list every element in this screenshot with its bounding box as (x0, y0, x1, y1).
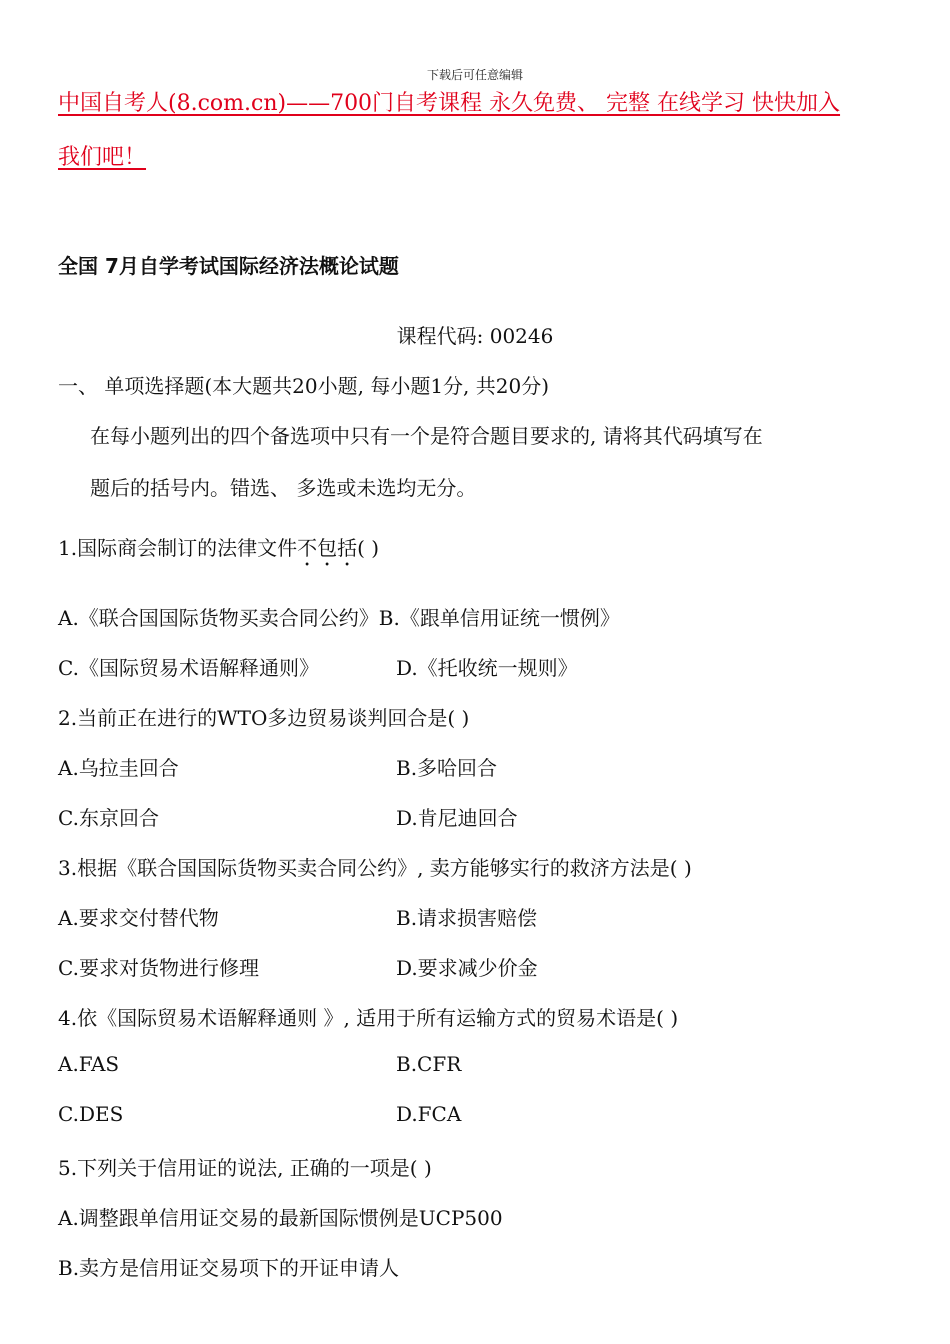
question-4-option-a: A.FAS (58, 1052, 120, 1076)
question-1-stem (58, 532, 379, 571)
header-note: 下载后可任意编辑 (426, 68, 523, 82)
question-1-option-a-b: A.《联合国国际货物买卖合同公约》B.《跟单信用证统一惯例》 (58, 606, 620, 630)
question-3-option-d: D.要求减少价金 (396, 956, 538, 980)
question-3-option-b: B.请求损害赔偿 (396, 906, 538, 930)
question-4-option-d: D.FCA (396, 1102, 462, 1126)
section-instruction-line-1: 在每小题列出的四个备选项中只有一个是符合题目要求的, 请将其代码填写在 (90, 424, 763, 448)
question-1-option-c: C.《国际贸易术语解释通则》 (58, 656, 319, 680)
question-3-option-c: C.要求对货物进行修理 (58, 956, 259, 980)
section-heading: 一、 单项选择题(本大题共20小题, 每小题1分, 共20分) (58, 374, 550, 398)
question-3-option-a: A.要求交付替代物 (58, 906, 219, 930)
promo-banner-line-1[interactable]: 中国自考人(8.com.cn)——700门自考课程 永久免费、 完整 在线学习 快快加入 (58, 91, 841, 116)
question-4-option-b: B.CFR (396, 1052, 462, 1076)
course-code: 课程代码: 00246 (396, 324, 554, 348)
question-5-option-b: B.卖方是信用证交易项下的开证申请人 (58, 1256, 400, 1280)
question-2-option-a: A.乌拉圭回合 (58, 756, 179, 780)
question-2-option-d: D.肯尼迪回合 (396, 806, 518, 830)
question-2-stem: 2.当前正在进行的WTO多边贸易谈判回合是( ) (58, 706, 470, 730)
question-5-option-a: A.调整跟单信用证交易的最新国际惯例是UCP500 (58, 1206, 503, 1230)
document-title: 全国 7月自学考试国际经济法概论试题 (58, 254, 399, 278)
question-2-option-b: B.多哈回合 (396, 756, 498, 780)
question-4-option-c: C.DES (58, 1102, 124, 1126)
promo-banner-line-2[interactable]: 我们吧！ (58, 145, 147, 170)
question-1-stem-before: 1.国际商会制订的法律文件 (58, 536, 298, 560)
question-4-stem: 4.依《国际贸易术语解释通则 》, 适用于所有运输方式的贸易术语是( ) (58, 1006, 679, 1030)
section-instruction-line-2: 题后的括号内。错选、 多选或未选均无分。 (90, 476, 477, 500)
question-1-stem-emphasis: 不包括 (297, 536, 358, 560)
question-2-option-c: C.东京回合 (58, 806, 159, 830)
question-5-stem: 5.下列关于信用证的说法, 正确的一项是( ) (58, 1156, 432, 1180)
question-3-stem: 3.根据《联合国国际货物买卖合同公约》, 卖方能够实行的救济方法是( ) (58, 856, 692, 880)
question-1-option-d: D.《托收统一规则》 (396, 656, 578, 680)
question-1-stem-after: ( ) (357, 536, 380, 560)
